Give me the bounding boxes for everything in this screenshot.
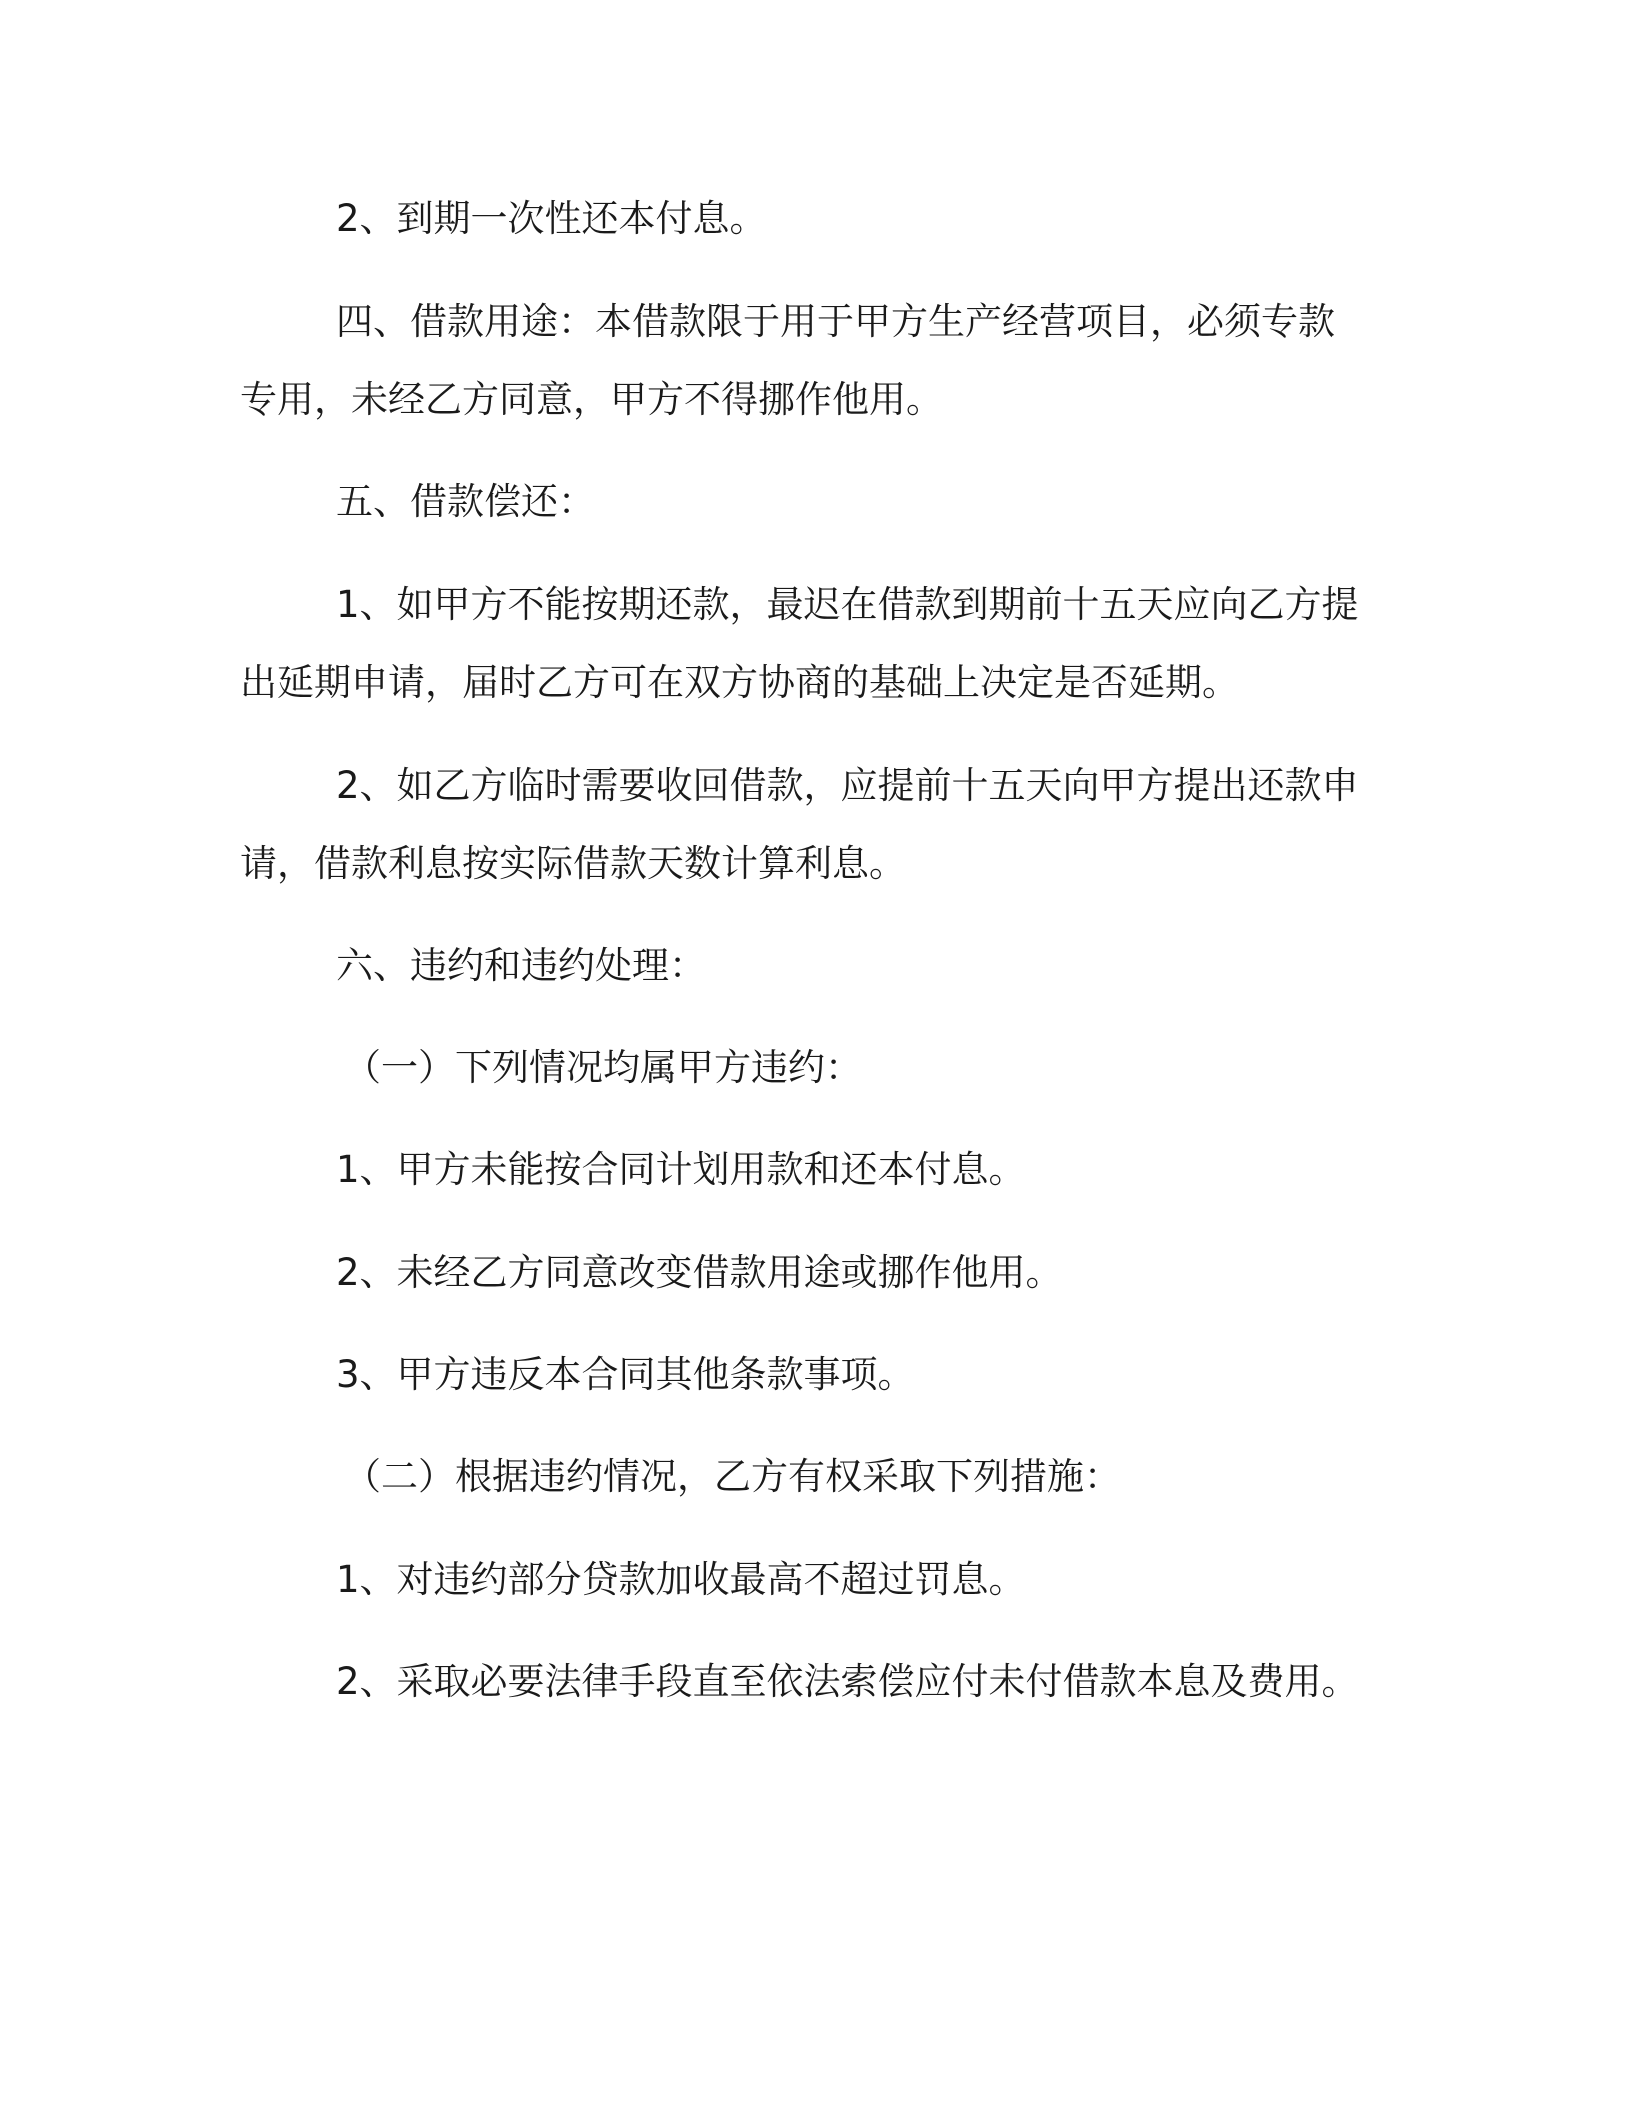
- subheading-breach-cases: （一）下列情况均属甲方违约：: [344, 1046, 862, 1089]
- heading-loan-repayment: 五、借款偿还：: [336, 480, 595, 523]
- paragraph-breach-case-2: 2、未经乙方同意改变借款用途或挪作他用。: [336, 1251, 1063, 1294]
- paragraph-loan-purpose: 四、借款用途：本借款限于用于甲方生产经营项目，必须专款专用，未经乙方同意，甲方不得挪作他用。: [240, 300, 1335, 421]
- paragraph-breach-case-3: 3、甲方违反本合同其他条款事项。: [336, 1353, 915, 1396]
- paragraph-remedy-2: 2、采取必要法律手段直至依法索偿应付未付借款本息及费用。: [336, 1660, 1359, 1703]
- paragraph-extension-request: 1、如甲方不能按期还款，最迟在借款到期前十五天应向乙方提出延期申请，届时乙方可在双方协商的基础上决定是否延期。: [240, 583, 1359, 704]
- paragraph-breach-case-1: 1、甲方未能按合同计划用款和还本付息。: [336, 1148, 1026, 1191]
- paragraph-early-recall: 2、如乙方临时需要收回借款，应提前十五天向甲方提出还款申请，借款利息按实际借款天数计算利息。: [240, 764, 1359, 885]
- heading-breach-handling: 六、违约和违约处理：: [336, 944, 706, 987]
- paragraph-repayment-method: 2、到期一次性还本付息。: [336, 197, 767, 240]
- subheading-remedies: （二）根据违约情况，乙方有权采取下列措施：: [344, 1455, 1121, 1498]
- paragraph-remedy-1: 1、对违约部分贷款加收最高不超过罚息。: [336, 1558, 1026, 1601]
